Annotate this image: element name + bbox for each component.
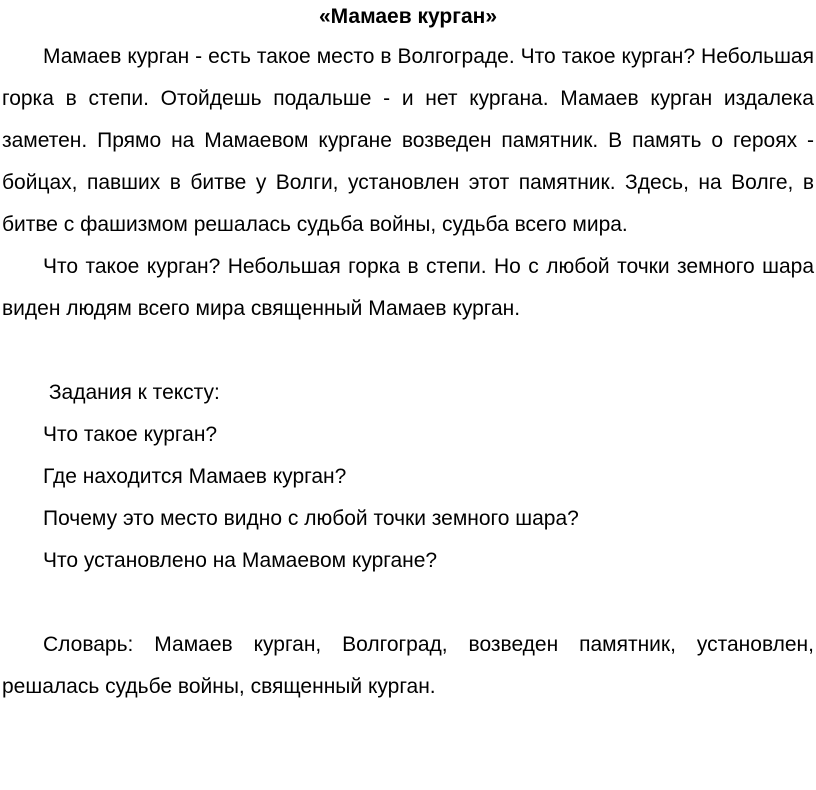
spacer (2, 582, 814, 624)
task-item-2: Где находится Мамаев курган? (43, 465, 347, 488)
spacer (2, 330, 814, 372)
vocabulary-paragraph: Словарь: Мамаев курган, Волгоград, возведен памятник, установлен, решалась судьбе войны, священный курган. (2, 633, 814, 698)
paragraph-1: Мамаев курган - есть такое место в Волгограде. Что такое курган? Небольшая горка в степи. Отойдешь подальше - и нет кургана. Мамаев курган издалека заметен. Прямо на Мамаевом кургане возведен памятник. В память о героях - бойцах, павших в битве у Волги, установлен этот памятник. Здесь, на Волге, в битве с фашизмом решалась судьба войны, судьба всего мира. (2, 45, 814, 236)
document-title: «Мамаев курган» (319, 5, 497, 28)
task-item-4: Что установлено на Мамаевом кургане? (43, 549, 438, 572)
paragraph-2: Что такое курган? Небольшая горка в степи. Но с любой точки земного шара виден людям всего мира священный Мамаев курган. (2, 255, 814, 320)
tasks-heading: Задания к тексту: (43, 381, 220, 404)
document-page (2, 2, 814, 708)
task-item-3: Почему это место видно с любой точки земного шара? (43, 507, 579, 530)
tasks-section (2, 372, 814, 582)
task-item-1: Что такое курган? (43, 423, 218, 446)
